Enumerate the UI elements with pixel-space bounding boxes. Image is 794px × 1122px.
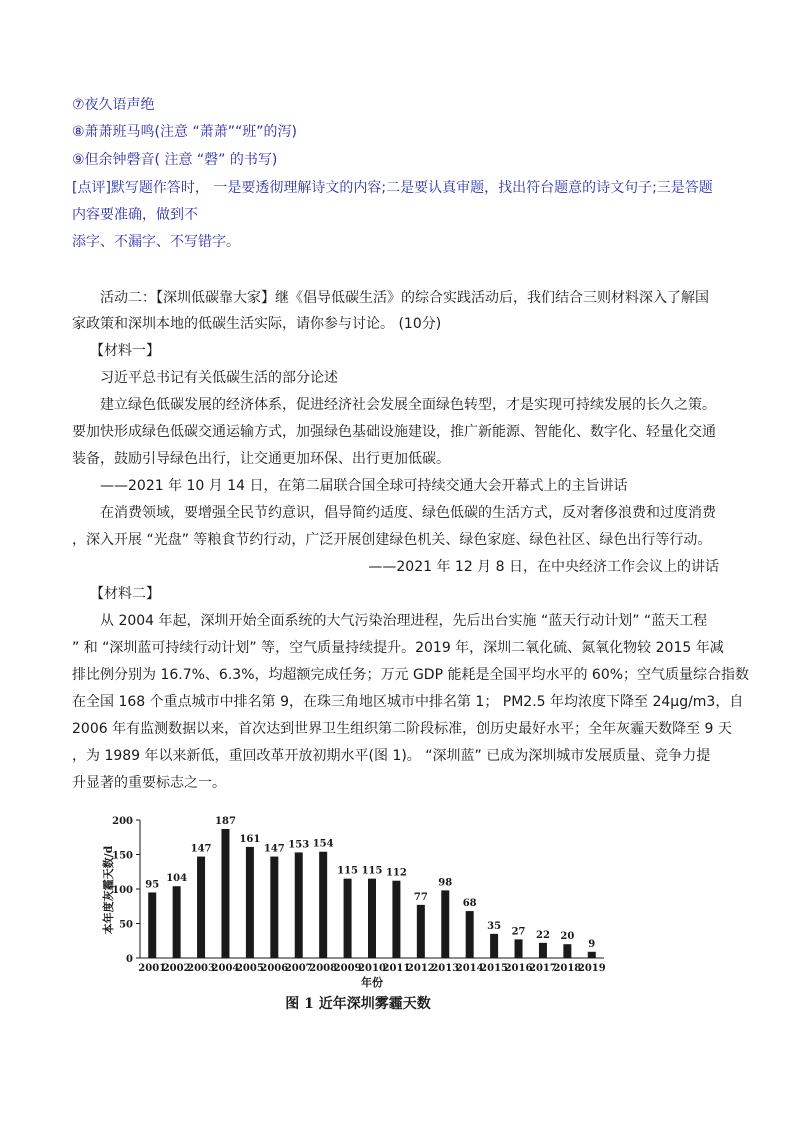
bar-2016 xyxy=(515,939,523,958)
material1-p1-line1: 建立绿色低碳发展的经济体系，促进经济社会发展全面绿色转型，才是实现可持续发展的长久之策。 xyxy=(100,397,716,413)
bar-value-label: 153 xyxy=(288,839,310,851)
material2-line2: ” 和 “深圳蓝可持续行动计划” 等，空气质量持续提升。2019 年，深圳二氧化硫、氮氧化物较 2015 年减 xyxy=(72,640,724,656)
bar-2010 xyxy=(368,879,376,958)
x-tick-label: 2013 xyxy=(431,963,460,974)
x-tick-label: 2007 xyxy=(284,963,313,974)
material2-line3: 排比例分别为 16.7%、6.3%，均超额完成任务；万元 GDP 能耗是全国平均水平的 60%；空气质量综合指数 xyxy=(72,667,750,683)
material1-p2-line2: ，深入开展 “光盘” 等粮食节约行动，广泛开展创建绿色机关、绿色家庭、绿色社区、绿色出行等行动。 xyxy=(72,532,712,548)
bar-2015 xyxy=(490,934,498,958)
material2-line5: 2006 年有监测数据以来，首次达到世界卫生组织第二阶段标准，创历史最好水平；全年灰霾天数降至 9 天 xyxy=(72,721,732,737)
x-tick-label: 2019 xyxy=(577,963,606,974)
y-tick-label: 150 xyxy=(112,850,133,862)
bar-2002 xyxy=(173,886,181,958)
comment-line-2: 内容要准确，做到不 xyxy=(72,207,198,223)
bar-value-label: 20 xyxy=(560,931,575,943)
x-tick-label: 2006 xyxy=(260,963,289,974)
comment-line-1: [点评]默写题作答时， 一是要透彻理解诗文的内容;二是要认真审题，找出符台题意的诗文句子;三是答题 xyxy=(72,180,713,196)
y-axis-title: 本年度灰霾天数/d xyxy=(102,845,115,935)
bar-value-label: 161 xyxy=(239,833,261,845)
x-tick-label: 2005 xyxy=(235,963,264,974)
bar-value-label: 154 xyxy=(312,838,334,850)
bar-2008 xyxy=(319,852,327,958)
bar-2011 xyxy=(392,881,400,958)
material1-p1-line3: 装备，鼓励引导绿色出行，让交通更加环保、出行更加低碳。 xyxy=(72,451,450,467)
bar-2012 xyxy=(417,905,425,958)
material1-heading: 【材料一】 xyxy=(90,343,160,359)
material1-p2-line1: 在消费领域，要增强全民节约意识，倡导简约适度、绿色低碳的生活方式，反对奢侈浪费和过度消费 xyxy=(100,505,716,521)
x-tick-label: 2015 xyxy=(480,963,509,974)
material2-line6: ，为 1989 年以来新低，重回改革开放初期水平(图 1)。 “深圳蓝” 已成为深圳城市发展质量、竞争力提 xyxy=(72,748,711,764)
x-tick-label: 2004 xyxy=(211,963,240,974)
x-tick-label: 2017 xyxy=(529,963,557,974)
bar-value-label: 115 xyxy=(337,865,359,877)
y-tick-label: 0 xyxy=(126,954,133,965)
bar-2003 xyxy=(197,857,205,958)
material2-line1: 从 2004 年起，深圳开始全面系统的大气污染治理进程，先后出台实施 “蓝天行动计划” “蓝天工程 xyxy=(100,613,708,629)
bar-value-label: 98 xyxy=(438,877,453,889)
bar-2017 xyxy=(539,943,547,958)
x-tick-label: 2001 xyxy=(138,963,167,974)
bar-value-label: 35 xyxy=(487,920,502,932)
material2-line4: 在全国 168 个重点城市中排名第 9，在珠三角地区城市中排名第 1； PM2.5 年均浓度下降至 24μg/m3，自 xyxy=(72,694,744,710)
bar-value-label: 112 xyxy=(385,867,407,879)
bar-value-label: 68 xyxy=(462,898,477,910)
bar-value-label: 9 xyxy=(588,938,596,950)
bar-value-label: 147 xyxy=(263,843,285,855)
bar-value-label: 22 xyxy=(535,929,550,941)
x-tick-label: 2009 xyxy=(333,963,362,974)
material1-source-1: ——2021 年 10 月 14 日，在第二届联合国全球可持续交通大会开幕式上的主旨讲话 xyxy=(100,478,628,494)
bar-value-label: 95 xyxy=(145,879,160,891)
y-tick-label: 100 xyxy=(112,885,133,896)
bar-2005 xyxy=(246,847,254,958)
activity-line-1: 活动二：【深圳低碳靠大家】继《倡导低碳生活》的综合实践活动后，我们结合三则材料深入了解国 xyxy=(100,290,709,306)
bar-value-label: 187 xyxy=(215,815,236,827)
x-axis-title: 年份 xyxy=(361,976,383,989)
bar-value-label: 115 xyxy=(361,865,383,877)
bar-2007 xyxy=(295,852,303,958)
bar-value-label: 77 xyxy=(413,891,428,903)
x-tick-label: 2014 xyxy=(455,963,484,974)
material2-line7: 升显著的重要标志之一。 xyxy=(72,775,226,791)
answer-item-9: ⑨但余钟磬音( 注意 “磬” 的书写) xyxy=(72,152,278,168)
y-tick-label: 50 xyxy=(119,919,133,931)
bar-2019 xyxy=(588,952,596,958)
material1-intro: 习近平总书记有关低碳生活的部分论述 xyxy=(100,370,338,386)
answer-item-7: ⑦夜久语声绝 xyxy=(72,97,155,113)
bar-2018 xyxy=(563,944,571,958)
x-tick-label: 2018 xyxy=(553,963,582,974)
material1-p1-line2: 要加快形成绿色低碳交通运输方式，加强绿色基础设施建设，推广新能源、智能化、数字化、轻量化交通 xyxy=(72,424,716,440)
bar-2013 xyxy=(441,890,449,958)
bar-2004 xyxy=(221,829,229,958)
material1-source-2: ——2021 年 12 月 8 日，在中央经济工作会议上的讲话 xyxy=(368,559,719,575)
material2-heading: 【材料二】 xyxy=(90,586,160,602)
bar-2006 xyxy=(270,857,278,958)
x-tick-label: 2016 xyxy=(504,963,533,974)
bar-value-label: 104 xyxy=(166,873,188,885)
chart-caption: 图 1 近年深圳雾霾天数 xyxy=(285,996,431,1012)
bar-value-label: 147 xyxy=(190,843,212,855)
comment-line-3: 添字、不漏字、不写错字。 xyxy=(72,234,240,250)
x-tick-label: 2010 xyxy=(358,963,386,974)
y-tick-label: 200 xyxy=(112,816,133,827)
haze-days-bar-chart xyxy=(96,808,616,1016)
bar-2009 xyxy=(344,879,352,958)
bar-2001 xyxy=(148,892,156,958)
activity-line-2: 家政策和深圳本地的低碳生活实际，请你参与讨论。 (10分) xyxy=(72,316,442,332)
bar-value-label: 27 xyxy=(511,926,526,938)
bar-2014 xyxy=(466,911,474,958)
x-tick-label: 2002 xyxy=(162,963,191,974)
x-tick-label: 2003 xyxy=(187,963,215,974)
x-tick-label: 2012 xyxy=(406,963,435,974)
x-tick-label: 2011 xyxy=(382,963,411,974)
x-tick-label: 2008 xyxy=(309,963,338,974)
answer-item-8: ⑧萧萧班马鸣(注意 “萧萧”“班”的泻) xyxy=(72,124,297,140)
